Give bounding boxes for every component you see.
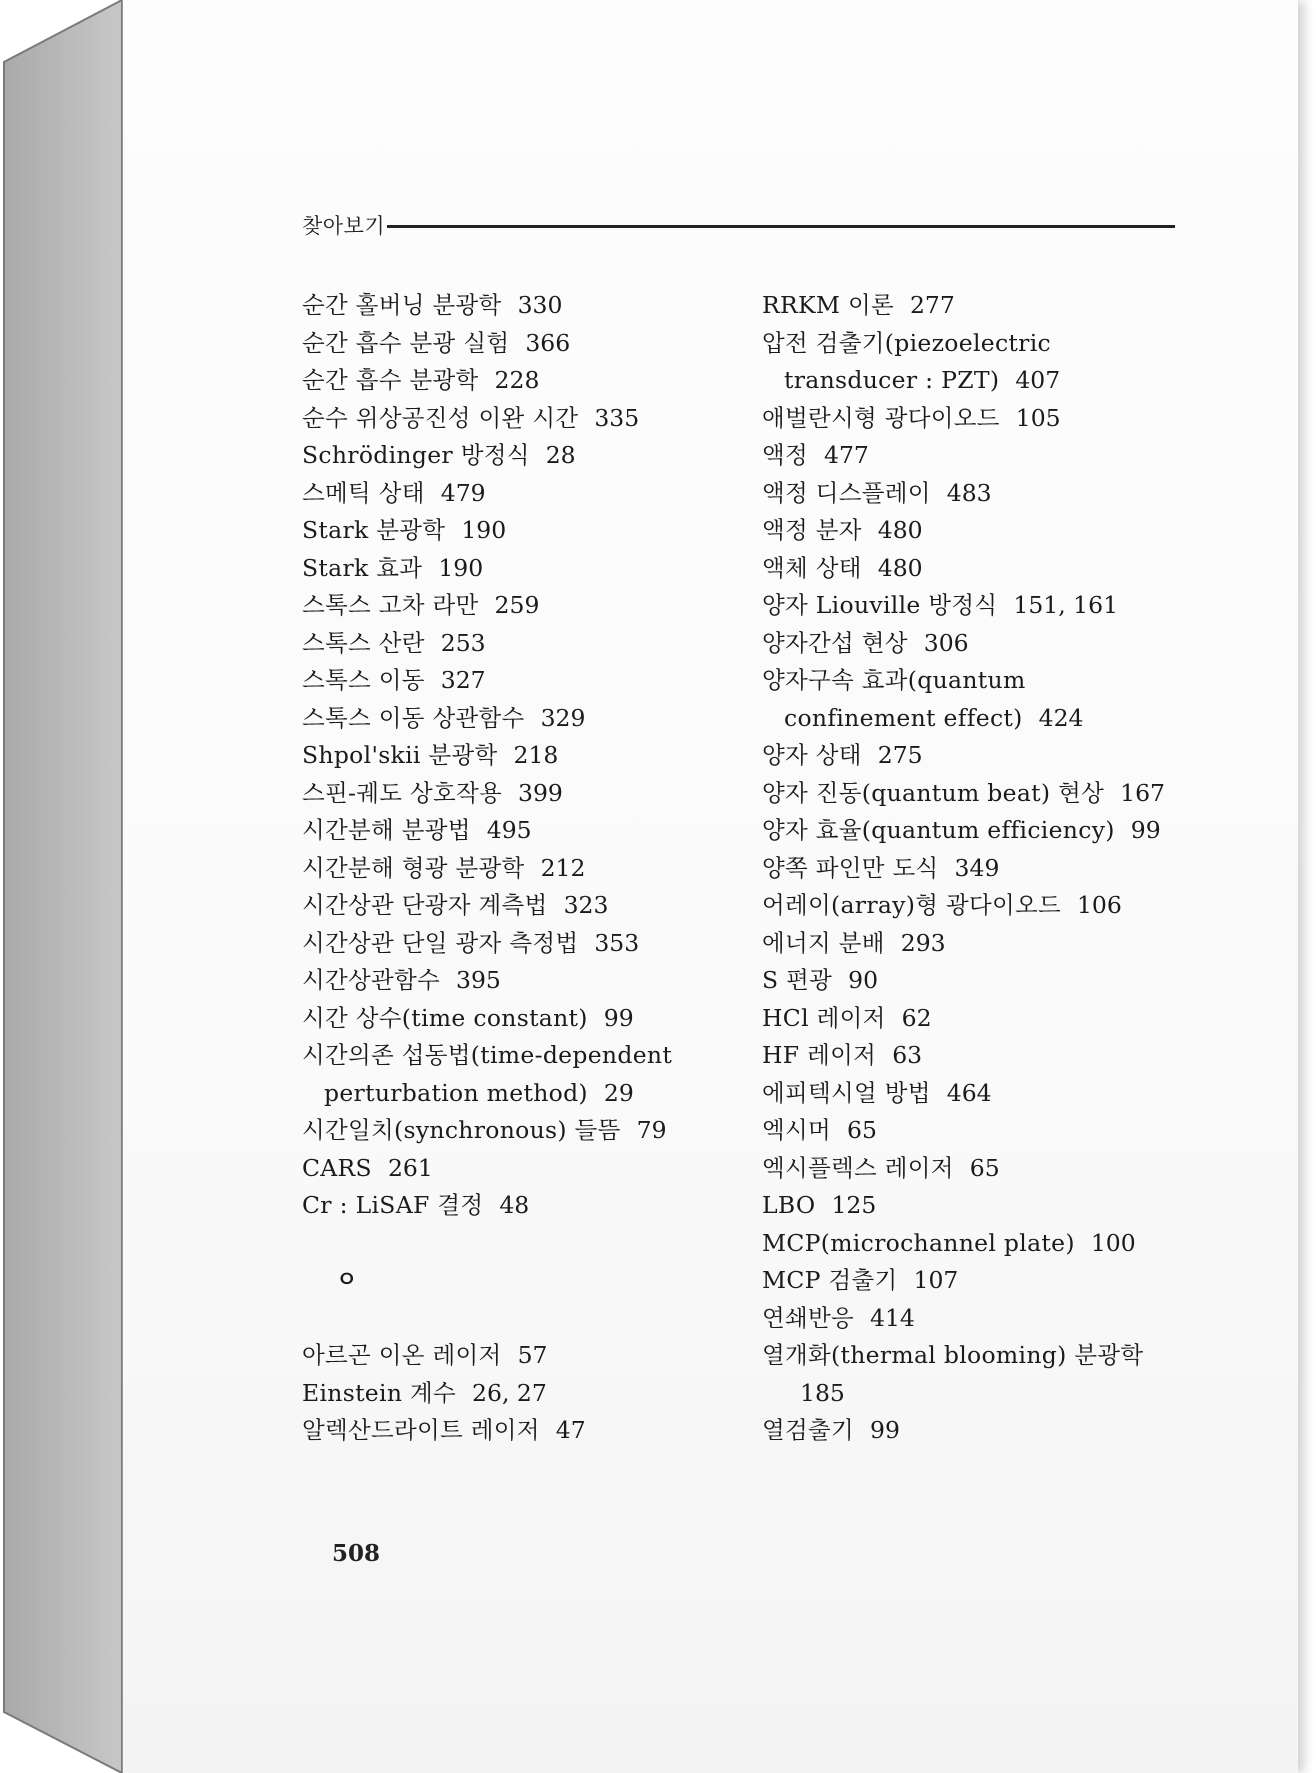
index-entry [302,362,722,400]
header-rule [387,225,1175,228]
index-entry [762,1262,1177,1300]
index-entry [762,400,1177,438]
index-page-ref: 353 [594,928,640,957]
index-entry [302,512,722,550]
index-page-ref: 293 [900,928,946,957]
index-page-ref: 99 [1130,816,1161,844]
index-entry [762,1112,1177,1150]
index-page-ref: 228 [494,366,540,394]
index-term: 열개화(thermal blooming) 분광학 [762,1341,1144,1369]
index-page-ref: 185 [800,1378,845,1407]
index-term: 순수 위상공진성 이완 시간 [302,403,579,432]
index-entry [302,1112,722,1150]
index-entry [762,812,1177,850]
index-entry [762,775,1177,813]
index-page-ref: 99 [603,1003,634,1032]
index-page-ref: 29 [603,1078,634,1107]
index-page-ref: 277 [909,291,955,319]
index-term: 양자 효율(quantum efficiency) [762,816,1115,844]
index-term: 시간상관 단일 광자 측정법 [302,928,579,957]
index-term: 순간 흡수 분광학 [302,366,479,394]
index-entry [762,287,1177,325]
index-term: 시간분해 형광 분광학 [302,853,525,882]
index-page-ref: 212 [540,853,586,882]
index-term: MCP(microchannel plate) [762,1228,1075,1257]
index-page-ref: 190 [461,516,507,544]
index-page-ref: 57 [517,1341,548,1369]
index-entry [302,925,722,963]
index-term: 아르곤 이온 레이저 [302,1341,502,1369]
index-left-column [302,287,722,1450]
index-term: 양자 Liouville 방정식 [762,591,998,619]
index-entry [762,1075,1177,1113]
index-term: 스톡스 산란 [302,628,425,657]
index-term: 양쪽 파인만 도식 [762,853,939,882]
index-term: 스핀-궤도 상호작용 [302,778,503,807]
index-page-ref: 100 [1090,1228,1136,1257]
index-term: Stark 분광학 [302,516,446,544]
index-entry [302,887,722,925]
index-page-ref: 151, 161 [1013,591,1119,619]
index-page-ref: 167 [1120,778,1166,807]
index-page-ref: 259 [494,591,540,619]
index-entry [302,325,722,363]
index-page-ref: 424 [1038,703,1084,732]
index-entry [302,400,722,438]
index-entry [762,1225,1177,1263]
index-entry [302,625,722,663]
index-page-ref: 399 [518,778,563,807]
index-entry [762,887,1177,925]
index-page-ref: 335 [594,403,640,432]
index-term: 액정 분자 [762,516,862,544]
index-entry [762,512,1177,550]
index-page-ref: 253 [440,628,486,657]
index-term: Stark 효과 [302,553,423,582]
index-term: Schrödinger 방정식 [302,441,530,469]
index-entry [302,1375,722,1413]
index-term: LBO [762,1191,816,1219]
index-page-ref: 105 [1015,403,1061,432]
index-term: CARS [302,1153,372,1182]
index-entry [762,662,1177,737]
index-page-ref: 480 [877,553,923,582]
page-number: 508 [332,1540,381,1567]
index-term: 스톡스 이동 [302,666,425,694]
index-term: 에너지 분배 [762,928,885,957]
index-right-column [762,287,1177,1450]
index-page-ref: 107 [913,1266,959,1294]
index-term: 알렉산드라이트 레이저 [302,1416,540,1444]
index-page-ref: 327 [440,666,486,694]
index-page-ref: 99 [870,1416,900,1444]
index-page-ref: 414 [870,1303,915,1332]
index-page-ref: 65 [847,1116,877,1144]
index-entry [302,1000,722,1038]
index-term: 시간일치(synchronous) 들뜸 [302,1116,621,1144]
index-entry [762,625,1177,663]
section-gap [302,1300,722,1338]
index-term: Cr : LiSAF 결정 [302,1191,484,1219]
index-page-ref: 366 [525,328,571,357]
section-heading: ㅇ [336,1268,358,1293]
index-term: 스메틱 상태 [302,478,425,507]
index-entry [762,325,1177,400]
index-page-ref: 479 [440,478,486,507]
index-page-ref: 480 [877,516,923,544]
header-title: 찾아보기 [302,214,386,238]
index-page-ref: 395 [456,966,501,994]
section-gap [302,1225,722,1263]
page-header [302,210,1175,240]
index-entry [762,1412,1177,1450]
index-entry [302,287,722,325]
index-entry [302,1337,722,1375]
index-term: 연쇄반응 [762,1303,855,1332]
index-entry [762,925,1177,963]
index-page-ref: 306 [923,628,969,657]
index-entry [302,1412,722,1450]
index-term: 양자구속 효과(quantum confinement effect) [762,666,1026,732]
index-page-ref: 90 [848,966,879,994]
index-term: Einstein 계수 [302,1378,457,1407]
index-term: 에피텍시얼 방법 [762,1078,931,1107]
index-entry [762,550,1177,588]
index-list-left [302,287,722,1225]
index-term: 어레이(array)형 광다이오드 [762,891,1061,919]
index-term: 압전 검출기(piezoelectric transducer : PZT) [762,328,1051,394]
index-term: Shpol'skii 분광학 [302,741,498,769]
index-entry [762,587,1177,625]
index-page-ref: 65 [969,1153,1000,1182]
index-entry [302,662,722,700]
index-list-right [762,287,1177,1450]
index-entry [302,737,722,775]
index-entry [762,475,1177,513]
index-entry [762,1187,1177,1225]
index-term: 액정 디스플레이 [762,478,931,507]
index-page-ref: 125 [831,1191,877,1219]
index-page-ref: 495 [486,816,532,844]
index-list-left-after [302,1337,722,1450]
index-term: 시간상관함수 [302,966,441,994]
index-term: 엑시플렉스 레이저 [762,1153,954,1182]
book-spine [0,0,130,1773]
index-page-ref: 477 [824,441,869,469]
index-entry [302,550,722,588]
index-page-ref: 47 [555,1416,586,1444]
index-entry [302,962,722,1000]
index-entry [302,475,722,513]
index-page-ref: 218 [513,741,559,769]
index-entry [762,962,1177,1000]
index-term: 액체 상태 [762,553,862,582]
index-term: 시간상관 단광자 계측법 [302,891,548,919]
index-page-ref: 28 [545,441,576,469]
index-page-ref: 261 [387,1153,433,1182]
index-entry [302,587,722,625]
index-term: 양자간섭 현상 [762,628,908,657]
index-term: MCP 검출기 [762,1266,898,1294]
index-term: HF 레이저 [762,1041,877,1069]
index-term: 순간 홀버닝 분광학 [302,291,502,319]
index-page-ref: 106 [1076,891,1122,919]
index-page-ref: 329 [540,703,586,732]
index-term: 양자 진동(quantum beat) 현상 [762,778,1105,807]
index-entry [302,700,722,738]
index-entry [302,1037,722,1112]
index-page-ref: 48 [499,1191,530,1219]
index-page-ref: 349 [954,853,1000,882]
index-term: 스톡스 고차 라만 [302,591,479,619]
index-term: 엑시머 [762,1116,832,1144]
index-term: 스톡스 이동 상관함수 [302,703,525,732]
index-page-ref: 330 [517,291,563,319]
index-page-ref: 190 [438,553,484,582]
index-term: HCl 레이저 [762,1003,886,1032]
index-term: 시간의존 섭동법(time-dependent perturbation method) [302,1041,673,1107]
index-page-ref: 62 [901,1003,932,1032]
index-term: 열검출기 [762,1416,855,1444]
index-page-ref: 79 [636,1116,667,1144]
index-entry [762,1000,1177,1038]
index-page-ref: 483 [946,478,992,507]
index-page-ref: 275 [877,741,923,769]
index-entry [302,437,722,475]
index-entry [762,1337,1177,1412]
index-page-ref: 323 [563,891,609,919]
index-term: 액정 [762,441,809,469]
index-entry [302,1150,722,1188]
index-entry [762,1300,1177,1338]
index-page-ref: 26, 27 [472,1378,547,1407]
index-page-ref: 464 [946,1078,992,1107]
index-entry [762,437,1177,475]
index-entry [302,775,722,813]
index-entry [302,1187,722,1225]
index-term: 순간 흡수 분광 실험 [302,328,510,357]
index-term: S 편광 [762,966,833,994]
index-term: 양자 상태 [762,741,862,769]
index-entry [762,850,1177,888]
index-page-ref: 407 [1015,366,1061,394]
index-entry [302,850,722,888]
index-entry [762,1037,1177,1075]
index-entry [762,737,1177,775]
index-term: 시간 상수(time constant) [302,1003,588,1032]
index-page-ref: 63 [892,1041,923,1069]
index-term: RRKM 이론 [762,291,894,319]
index-entry [302,812,722,850]
index-term: 시간분해 분광법 [302,816,471,844]
index-entry [762,1150,1177,1188]
index-term: 애벌란시형 광다이오드 [762,403,1000,432]
